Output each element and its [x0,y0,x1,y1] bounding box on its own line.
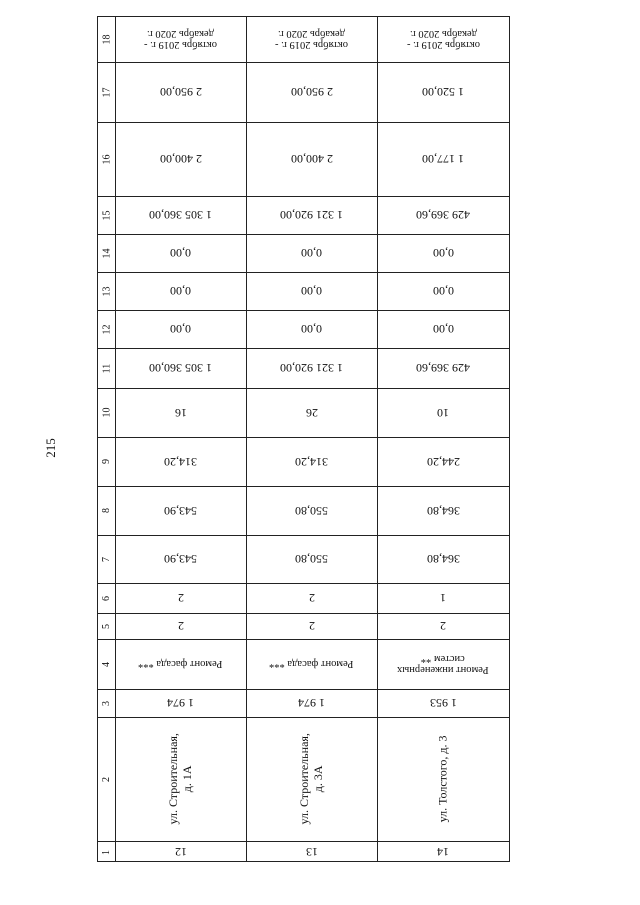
cell-value: 0,00 [170,284,191,298]
cell-value: 543,90 [164,503,197,518]
column-number-label: 7 [101,556,112,562]
period-line: декабрь 2020 г. [147,28,214,40]
period-line: декабрь 2020 г. [409,28,477,40]
column-number-label: 16 [101,154,112,164]
work-type-line: Ремонт инженерных [397,664,489,676]
column-number-label: 17 [101,87,112,97]
column-number-13 [98,272,115,310]
cell-value: 0,00 [432,284,454,298]
cell-row-1-col-4 [115,639,246,689]
cell-row-2-col-12 [246,310,377,348]
cell-row-2-col-16 [246,122,377,196]
cell-value: 550,80 [295,552,328,566]
column-number-label: 10 [101,407,112,418]
cell-row-3-col-15 [377,196,509,234]
column-number-label: 6 [101,595,112,601]
cell-value: 2 950,00 [290,85,333,99]
cell-value: 314,20 [164,454,197,469]
cell-row-3-col-4 [377,639,509,689]
cell-value: 2 [177,591,184,605]
cell-value: 1 974 [167,696,194,710]
column-number-label: 3 [101,700,112,706]
cell-row-3-col-1 [377,841,509,863]
cell-value: 2 400,00 [290,152,333,166]
address-line: д. 1А [179,765,194,793]
address-line: д. 3А [310,765,325,793]
cell-row-1-col-8 [115,486,246,535]
column-number-18 [98,17,115,62]
cell-row-3-col-3 [377,689,509,717]
cell-value: 2 [440,619,446,633]
cell-row-3-col-8 [377,486,509,535]
cell-row-1-col-11 [115,348,246,388]
cell-row-2-col-2 [246,717,377,841]
column-number-label: 13 [101,286,112,296]
cell-value: 0,00 [170,322,191,336]
cell-row-1-col-17 [115,62,246,122]
cell-value: 550,80 [295,503,328,518]
column-number-8 [98,486,115,535]
column-number-11 [98,348,115,388]
cell-value: 0,00 [432,246,454,260]
cell-row-2-col-6 [246,583,377,613]
column-number-label: 15 [101,210,112,220]
column-number-label: 12 [101,324,112,334]
period-line: октябрь 2019 г. - [275,39,348,51]
cell-row-2-col-13 [246,272,377,310]
column-number-2 [98,717,115,841]
cell-value: 1 321 920,00 [280,361,343,375]
cell-row-1-col-15 [115,196,246,234]
cell-value: 1 305 360,00 [149,208,212,222]
cell-row-2-col-15 [246,196,377,234]
cell-row-2-col-4 [246,639,377,689]
column-number-10 [98,388,115,437]
column-number-label: 2 [101,776,112,782]
column-number-4 [98,639,115,689]
cell-row-1-col-10 [115,388,246,437]
cell-value: 12 [174,845,187,859]
cell-value: 0,00 [301,246,322,260]
column-number-label: 11 [100,363,112,373]
column-number-label: 5 [101,623,112,629]
cell-row-3-col-10 [377,388,509,437]
work-type-line: систем ** [421,653,465,664]
cell-row-3-col-12 [377,310,509,348]
cell-row-1-col-9 [115,437,246,486]
column-number-label: 8 [101,508,112,513]
cell-row-1-col-6 [115,583,246,613]
cell-row-3-col-18 [377,17,509,62]
column-number-5 [98,613,115,639]
cell-value: 1 305 360,00 [149,361,212,375]
cell-value: 1 321 920,00 [280,208,343,222]
cell-value: 0,00 [301,322,322,336]
column-number-label: 9 [101,459,112,464]
cell-row-2-col-10 [246,388,377,437]
cell-row-2-col-17 [246,62,377,122]
cell-row-2-col-18 [246,17,377,62]
cell-row-1-col-7 [115,535,246,583]
work-type-line: Ремонт фасада *** [138,658,223,670]
column-number-9 [98,437,115,486]
column-number-12 [98,310,115,348]
cell-row-3-col-2 [377,717,509,841]
cell-row-1-col-18 [115,17,246,62]
cell-row-1-col-12 [115,310,246,348]
cell-row-3-col-6 [377,583,509,613]
cell-value: 13 [305,845,318,859]
cell-row-3-col-17 [377,62,509,122]
cell-value: 2 400,00 [159,152,202,166]
cell-row-2-col-9 [246,437,377,486]
cell-row-3-col-11 [377,348,509,388]
cell-row-2-col-5 [246,613,377,639]
period-line: декабрь 2020 г. [278,28,345,40]
cell-value: 1 974 [298,696,325,710]
cell-value: 0,00 [170,246,191,260]
cell-value: 26 [305,405,318,420]
cell-row-1-col-2 [115,717,246,841]
page-number: 215 [43,438,58,458]
cell-row-1-col-5 [115,613,246,639]
address-line: ул. Толстого, д. 3 [435,735,450,823]
column-number-7 [98,535,115,583]
cell-row-2-col-11 [246,348,377,388]
cell-value: 1 177,00 [422,152,464,166]
cell-row-3-col-13 [377,272,509,310]
cell-row-1-col-16 [115,122,246,196]
cell-value: 2 [308,591,315,605]
column-number-17 [98,62,115,122]
column-number-3 [98,689,115,717]
cell-row-3-col-7 [377,535,509,583]
cell-value: 1 520,00 [422,85,464,99]
cell-value: 244,20 [426,454,460,469]
cell-value: 429 369,60 [416,361,470,375]
cell-value: 2 [177,619,184,633]
period-line: октябрь 2019 г. - [144,39,217,51]
cell-value: 10 [437,405,449,420]
column-number-1 [98,841,115,863]
column-number-16 [98,122,115,196]
column-number-6 [98,583,115,613]
column-number-label: 4 [101,661,112,667]
address-line: ул. Строительная, [296,733,311,825]
address-line: ул. Строительная, [165,733,180,825]
column-number-label: 18 [101,34,112,45]
cell-value: 364,80 [426,552,460,566]
cell-row-2-col-3 [246,689,377,717]
cell-row-3-col-14 [377,234,509,272]
cell-row-1-col-3 [115,689,246,717]
column-number-label: 14 [101,248,112,258]
work-type-line: Ремонт фасада *** [269,658,354,670]
cell-value: 0,00 [432,322,454,336]
cell-row-3-col-9 [377,437,509,486]
cell-value: 16 [174,405,187,420]
cell-row-2-col-14 [246,234,377,272]
cell-row-2-col-1 [246,841,377,863]
period-line: октябрь 2019 г. - [406,39,480,51]
cell-row-1-col-13 [115,272,246,310]
column-number-14 [98,234,115,272]
cell-value: 14 [437,845,449,859]
cell-value: 0,00 [301,284,322,298]
cell-value: 1 953 [429,696,457,710]
cell-value: 429 369,60 [416,208,470,222]
data-table [97,16,510,862]
cell-value: 1 [440,591,446,605]
cell-row-1-col-14 [115,234,246,272]
cell-row-3-col-5 [377,613,509,639]
cell-value: 2 [308,619,315,633]
cell-value: 364,80 [426,503,460,518]
cell-value: 543,90 [164,552,197,566]
cell-value: 2 950,00 [159,85,202,99]
cell-value: 314,20 [295,454,328,469]
cell-row-2-col-7 [246,535,377,583]
cell-row-1-col-1 [115,841,246,863]
cell-row-3-col-16 [377,122,509,196]
column-number-15 [98,196,115,234]
column-number-label: 1 [101,849,112,855]
cell-row-2-col-8 [246,486,377,535]
